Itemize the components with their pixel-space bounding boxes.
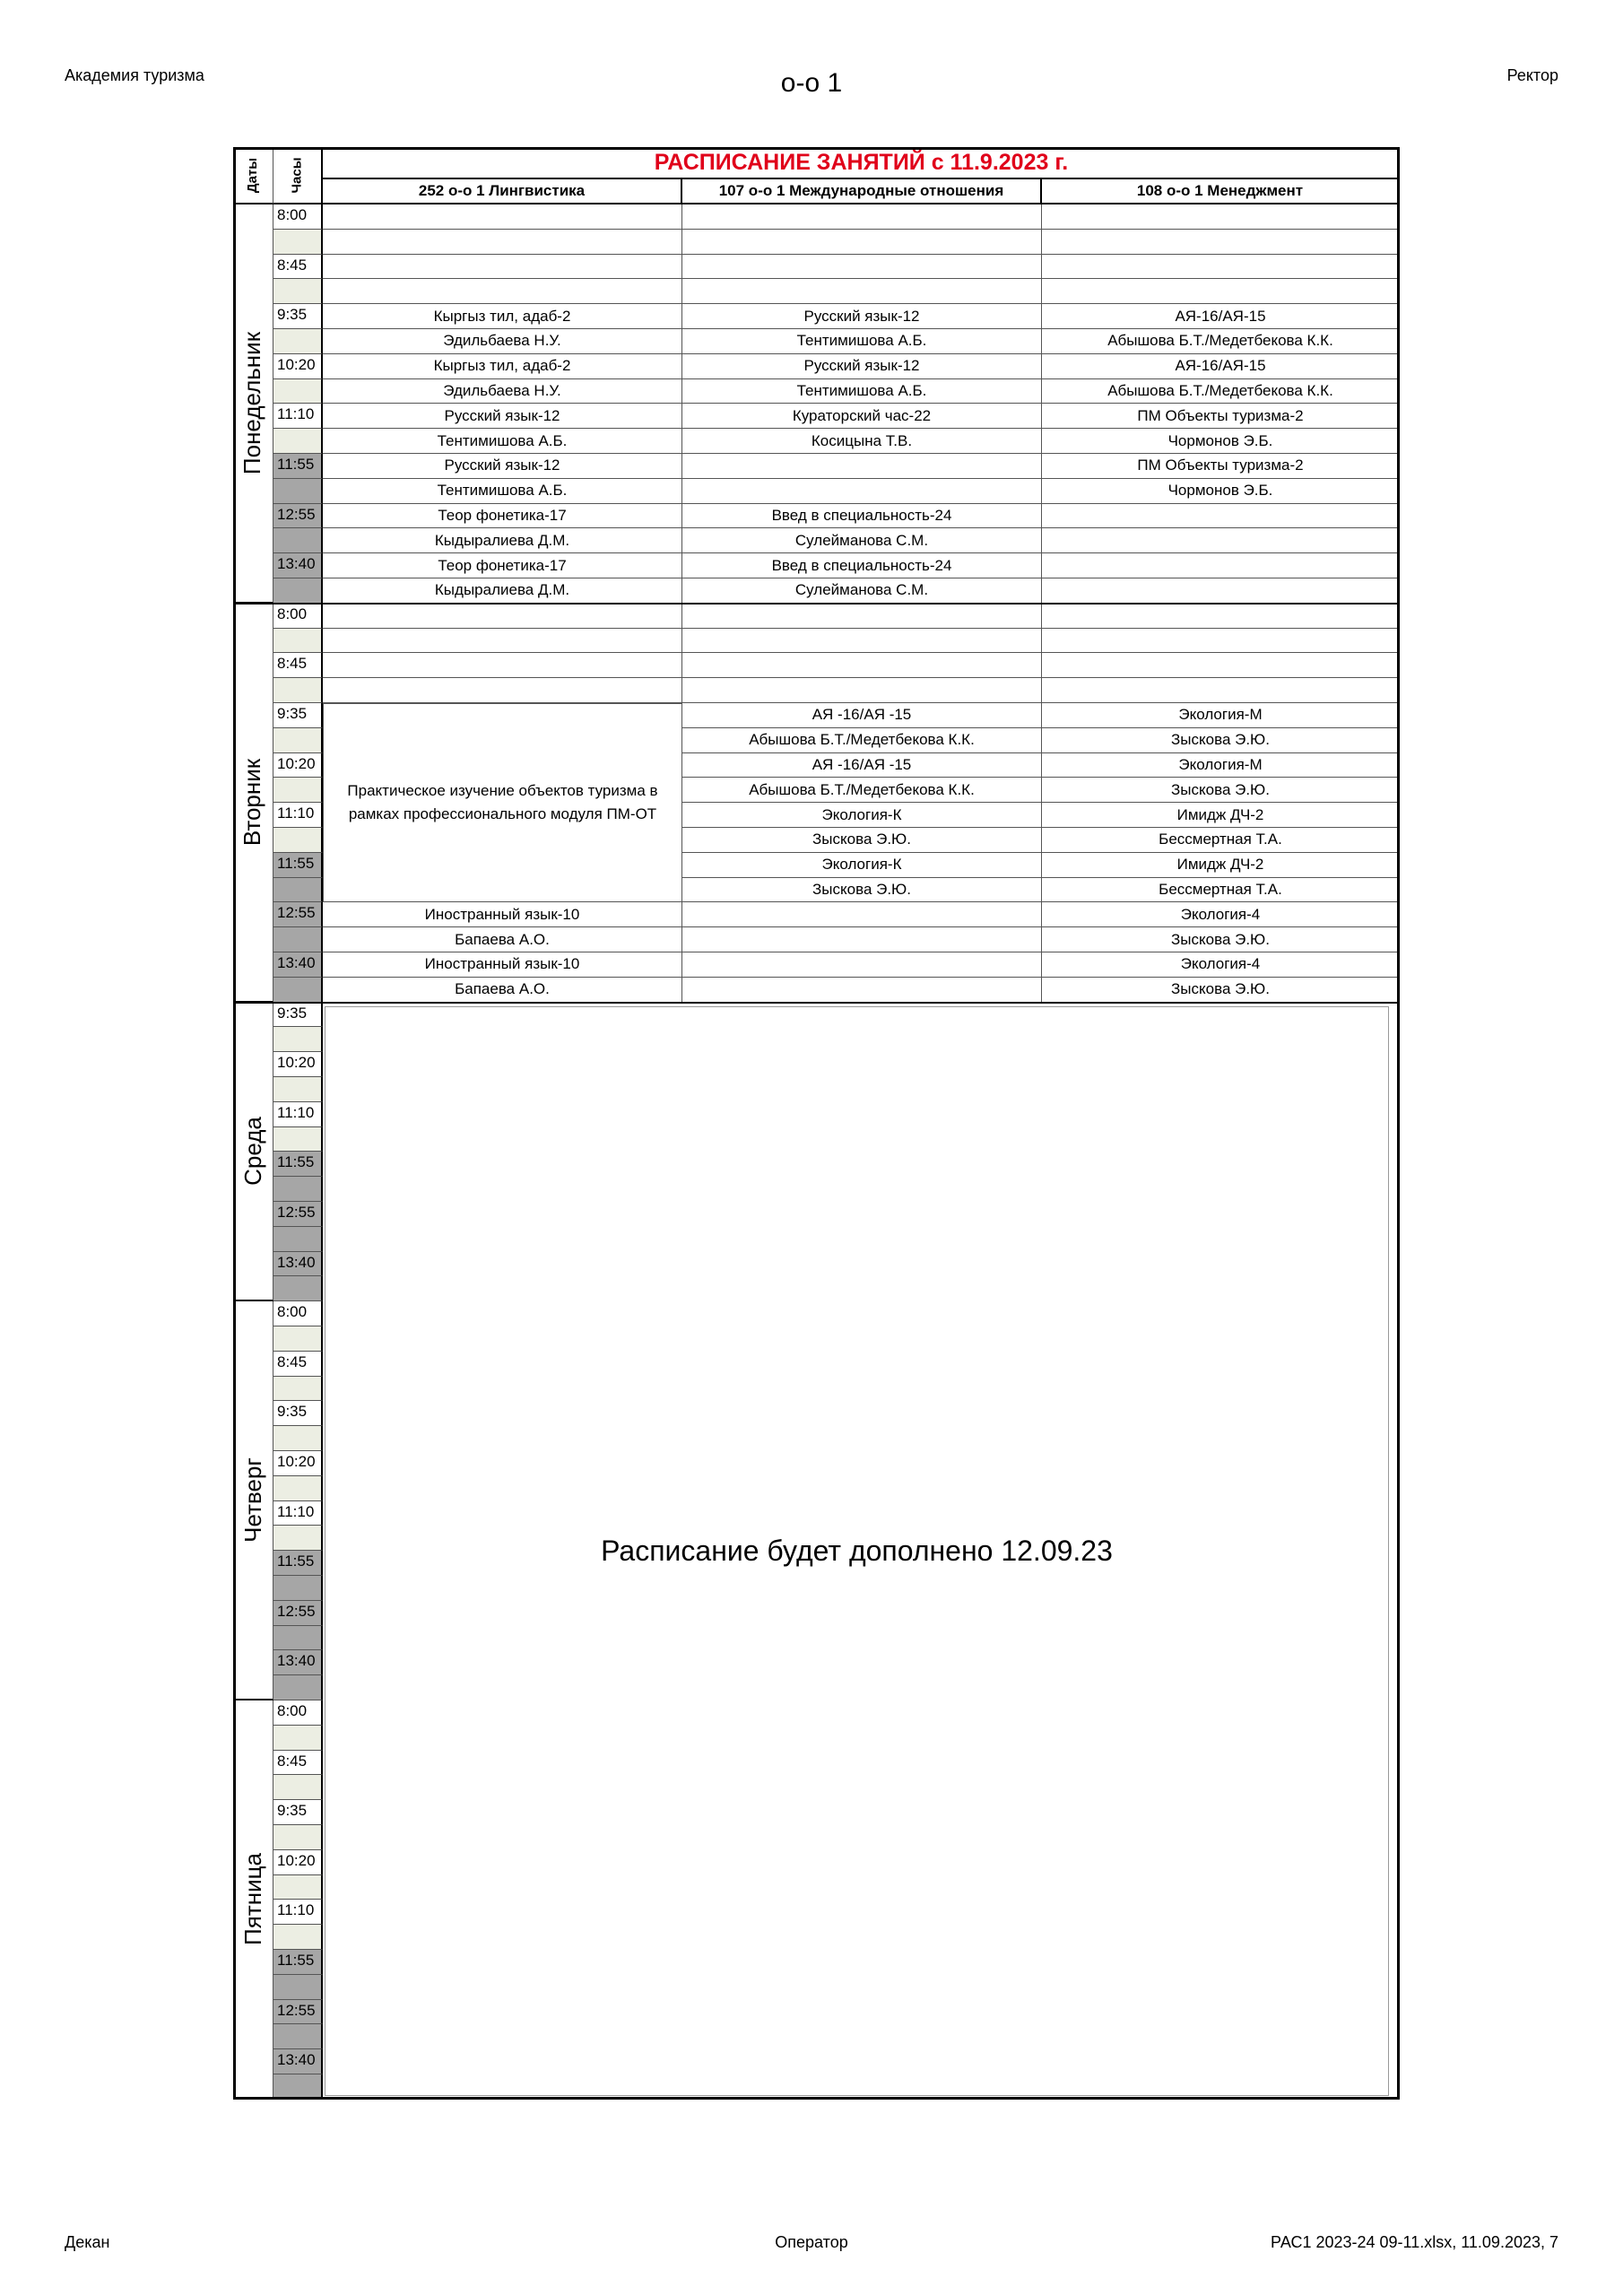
schedule-title: РАСПИСАНИЕ ЗАНЯТИЙ с 11.9.2023 г. xyxy=(323,147,1400,179)
time-slot: 11:10 xyxy=(273,1900,323,1925)
time-slot: 13:40 xyxy=(273,1650,323,1675)
class-teacher xyxy=(1042,678,1400,703)
time-slot-spacer xyxy=(273,978,323,1003)
time-slot: 8:00 xyxy=(273,1700,323,1726)
class-subject: Экология-К xyxy=(682,803,1042,828)
time-slot-spacer xyxy=(273,1476,323,1501)
class-subject xyxy=(682,604,1042,629)
class-teacher: Зыскова Э.Ю. xyxy=(1042,728,1400,753)
day-name: Понедельник xyxy=(239,331,266,474)
class-teacher: Абышова Б.Т./Медетбекова К.К. xyxy=(682,778,1042,803)
class-subject xyxy=(682,653,1042,678)
time-slot-spacer xyxy=(273,878,323,903)
class-teacher xyxy=(682,479,1042,504)
time-slot-spacer xyxy=(273,1377,323,1402)
class-subject: Кыргыз тил, адаб-2 xyxy=(323,304,682,329)
time-slot: 11:10 xyxy=(273,803,323,828)
time-slot: 11:55 xyxy=(273,1950,323,1975)
hours-header xyxy=(273,147,323,204)
time-slot: 11:55 xyxy=(273,454,323,479)
class-teacher: Абышова Б.Т./Медетбекова К.К. xyxy=(1042,329,1400,354)
class-teacher xyxy=(1042,528,1400,553)
column-header-2: 107 о-о 1 Международные отношения xyxy=(682,179,1042,204)
time-slot: 13:40 xyxy=(273,1252,323,1277)
class-teacher: Бессмертная Т.А. xyxy=(1042,828,1400,853)
time-slot: 10:20 xyxy=(273,354,323,379)
time-slot: 8:45 xyxy=(273,255,323,280)
class-teacher xyxy=(323,629,682,654)
class-subject: Теор фонетика-17 xyxy=(323,504,682,529)
time-slot: 11:55 xyxy=(273,1551,323,1576)
class-teacher: Кыдыралиева Д.М. xyxy=(323,578,682,604)
class-teacher: Зыскова Э.Ю. xyxy=(1042,778,1400,803)
time-slot-spacer xyxy=(273,2024,323,2049)
day-label-cell xyxy=(233,1700,273,2100)
footer-dean: Декан xyxy=(65,2233,110,2251)
class-teacher: Кыдыралиева Д.М. xyxy=(323,528,682,553)
header-institution: Академия туризма xyxy=(65,66,204,84)
time-slot: 10:20 xyxy=(273,753,323,778)
class-subject xyxy=(323,604,682,629)
time-slot-spacer xyxy=(273,1675,323,1700)
time-slot: 10:20 xyxy=(273,1451,323,1476)
time-slot: 11:10 xyxy=(273,404,323,429)
practical-study-block: Практическое изучение объектов туризма в рамках профессионального модуля ПМ-ОТ xyxy=(323,703,682,902)
class-subject xyxy=(682,454,1042,479)
class-subject: Имидж ДЧ-2 xyxy=(1042,803,1400,828)
time-slot-spacer xyxy=(273,1875,323,1900)
class-subject: АЯ -16/АЯ -15 xyxy=(682,753,1042,778)
class-teacher xyxy=(1042,578,1400,604)
class-teacher xyxy=(323,230,682,255)
class-subject: Русский язык-12 xyxy=(682,304,1042,329)
class-teacher xyxy=(1042,279,1400,304)
footer-operator: Оператор xyxy=(775,2233,848,2251)
class-subject: ПМ Объекты туризма-2 xyxy=(1042,454,1400,479)
time-slot: 13:40 xyxy=(273,553,323,578)
class-teacher: Тентимишова А.Б. xyxy=(323,429,682,454)
time-slot-spacer xyxy=(273,1077,323,1102)
class-teacher xyxy=(1042,230,1400,255)
class-teacher xyxy=(682,678,1042,703)
time-slot-spacer xyxy=(273,1027,323,1052)
class-teacher xyxy=(682,629,1042,654)
class-subject xyxy=(682,204,1042,230)
class-teacher: Зыскова Э.Ю. xyxy=(1042,927,1400,952)
time-slot-spacer xyxy=(273,230,323,255)
class-subject: Кыргыз тил, адаб-2 xyxy=(323,354,682,379)
time-slot: 12:55 xyxy=(273,504,323,529)
time-slot: 9:35 xyxy=(273,703,323,728)
class-subject: Экология-М xyxy=(1042,703,1400,728)
time-slot: 12:55 xyxy=(273,1601,323,1626)
class-teacher: Чормонов Э.Б. xyxy=(1042,479,1400,504)
class-subject xyxy=(323,653,682,678)
day-label-cell xyxy=(233,604,273,1003)
day-divider xyxy=(233,1002,1400,1004)
time-slot-spacer xyxy=(273,429,323,454)
time-slot: 8:00 xyxy=(273,204,323,230)
column-header-1: 252 о-о 1 Лингвистика xyxy=(323,179,682,204)
time-slot-spacer xyxy=(273,728,323,753)
class-teacher: Абышова Б.Т./Медетбекова К.К. xyxy=(682,728,1042,753)
class-subject xyxy=(1042,553,1400,578)
class-teacher: Тентимишова А.Б. xyxy=(682,329,1042,354)
day-label-cell xyxy=(233,204,273,604)
class-subject: Экология-М xyxy=(1042,753,1400,778)
class-teacher: Чормонов Э.Б. xyxy=(1042,429,1400,454)
day-name: Четверг xyxy=(239,1457,266,1543)
time-slot-spacer xyxy=(273,279,323,304)
class-subject xyxy=(1042,255,1400,280)
day-name: Среда xyxy=(239,1117,266,1186)
time-slot: 10:20 xyxy=(273,1052,323,1077)
day-divider xyxy=(233,603,1400,604)
class-subject xyxy=(323,204,682,230)
class-subject: Экология-4 xyxy=(1042,952,1400,978)
dates-header xyxy=(233,147,273,204)
footer-file-info: РАС1 2023-24 09-11.xlsx, 11.09.2023, 7 xyxy=(1271,2233,1558,2251)
class-teacher xyxy=(323,279,682,304)
time-slot-spacer xyxy=(273,528,323,553)
time-slot: 9:35 xyxy=(273,1800,323,1825)
time-slot-spacer xyxy=(273,927,323,952)
class-subject: ПМ Объекты туризма-2 xyxy=(1042,404,1400,429)
header-group: о-о 1 xyxy=(780,68,843,98)
class-teacher: Бапаева А.О. xyxy=(323,927,682,952)
class-subject: Введ в специальность-24 xyxy=(682,504,1042,529)
time-slot-spacer xyxy=(273,629,323,654)
class-subject xyxy=(1042,504,1400,529)
time-slot: 11:10 xyxy=(273,1102,323,1127)
class-teacher xyxy=(1042,629,1400,654)
time-slot-spacer xyxy=(273,479,323,504)
class-teacher: Абышова Б.Т./Медетбекова К.К. xyxy=(1042,379,1400,404)
time-slot-spacer xyxy=(273,1925,323,1950)
time-slot: 8:45 xyxy=(273,1751,323,1776)
column-header-3: 108 о-о 1 Менеджмент xyxy=(1042,179,1400,204)
class-subject: Кураторский час-22 xyxy=(682,404,1042,429)
time-slot-spacer xyxy=(273,778,323,803)
time-slot: 8:00 xyxy=(273,1301,323,1326)
time-slot-spacer xyxy=(273,2074,323,2100)
class-teacher: Эдильбаева Н.У. xyxy=(323,379,682,404)
time-slot-spacer xyxy=(273,678,323,703)
class-teacher xyxy=(682,230,1042,255)
class-subject: АЯ -16/АЯ -15 xyxy=(682,703,1042,728)
day-name: Вторник xyxy=(239,758,266,846)
time-slot-spacer xyxy=(273,1526,323,1551)
schedule-note: Расписание будет дополнено 12.09.23 xyxy=(325,1006,1389,2096)
class-subject: Теор фонетика-17 xyxy=(323,553,682,578)
class-teacher xyxy=(682,279,1042,304)
header-rector: Ректор xyxy=(1506,66,1558,84)
time-slot-spacer xyxy=(273,1127,323,1152)
hours-label: Часы xyxy=(289,156,305,194)
time-slot-spacer xyxy=(273,1726,323,1751)
class-teacher xyxy=(682,927,1042,952)
time-slot-spacer xyxy=(273,828,323,853)
class-teacher: Зыскова Э.Ю. xyxy=(682,878,1042,903)
class-teacher: Тентимишова А.Б. xyxy=(323,479,682,504)
class-teacher: Зыскова Э.Ю. xyxy=(682,828,1042,853)
class-subject: Введ в специальность-24 xyxy=(682,553,1042,578)
class-teacher xyxy=(323,678,682,703)
class-subject xyxy=(1042,604,1400,629)
time-slot-spacer xyxy=(273,1326,323,1352)
class-subject: Иностранный язык-10 xyxy=(323,952,682,978)
class-subject xyxy=(682,902,1042,927)
class-teacher: Сулейманова С.М. xyxy=(682,528,1042,553)
time-slot: 8:00 xyxy=(273,604,323,629)
dates-label: Даты xyxy=(245,157,261,193)
time-slot-spacer xyxy=(273,1576,323,1601)
class-subject: Экология-4 xyxy=(1042,902,1400,927)
day-label-cell xyxy=(233,1003,273,1302)
time-slot: 11:10 xyxy=(273,1501,323,1526)
class-subject xyxy=(682,255,1042,280)
time-slot: 13:40 xyxy=(273,2049,323,2074)
class-teacher: Бапаева А.О. xyxy=(323,978,682,1003)
time-slot-spacer xyxy=(273,1626,323,1651)
class-teacher: Эдильбаева Н.У. xyxy=(323,329,682,354)
time-slot: 12:55 xyxy=(273,2000,323,2025)
time-slot: 12:55 xyxy=(273,1202,323,1227)
time-slot-spacer xyxy=(273,379,323,404)
time-slot: 10:20 xyxy=(273,1850,323,1875)
time-slot-spacer xyxy=(273,1825,323,1850)
class-subject: Русский язык-12 xyxy=(682,354,1042,379)
class-teacher xyxy=(682,978,1042,1003)
time-slot: 9:35 xyxy=(273,1401,323,1426)
class-subject: Экология-К xyxy=(682,853,1042,878)
class-subject: АЯ-16/АЯ-15 xyxy=(1042,304,1400,329)
class-subject: Русский язык-12 xyxy=(323,454,682,479)
class-subject: Имидж ДЧ-2 xyxy=(1042,853,1400,878)
time-slot: 12:55 xyxy=(273,902,323,927)
class-subject: АЯ-16/АЯ-15 xyxy=(1042,354,1400,379)
time-slot: 13:40 xyxy=(273,952,323,978)
time-slot-spacer xyxy=(273,1276,323,1301)
time-slot-spacer xyxy=(273,578,323,604)
time-slot-spacer xyxy=(273,1775,323,1800)
time-slot-spacer xyxy=(273,1177,323,1202)
time-slot-spacer xyxy=(273,1426,323,1451)
time-slot: 11:55 xyxy=(273,853,323,878)
class-teacher: Зыскова Э.Ю. xyxy=(1042,978,1400,1003)
schedule-table xyxy=(233,147,1400,2095)
day-name: Пятница xyxy=(239,1852,266,1945)
time-slot: 8:45 xyxy=(273,653,323,678)
class-teacher: Косицына Т.В. xyxy=(682,429,1042,454)
time-slot-spacer xyxy=(273,329,323,354)
time-slot: 9:35 xyxy=(273,304,323,329)
time-slot: 8:45 xyxy=(273,1352,323,1377)
class-subject: Русский язык-12 xyxy=(323,404,682,429)
time-slot: 9:35 xyxy=(273,1003,323,1028)
time-slot-spacer xyxy=(273,1227,323,1252)
class-subject xyxy=(1042,204,1400,230)
class-teacher: Бессмертная Т.А. xyxy=(1042,878,1400,903)
day-label-cell xyxy=(233,1301,273,1700)
class-subject xyxy=(1042,653,1400,678)
time-slot: 11:55 xyxy=(273,1152,323,1177)
class-teacher: Сулейманова С.М. xyxy=(682,578,1042,604)
class-subject xyxy=(682,952,1042,978)
class-subject xyxy=(323,255,682,280)
class-subject: Иностранный язык-10 xyxy=(323,902,682,927)
class-teacher: Тентимишова А.Б. xyxy=(682,379,1042,404)
time-slot-spacer xyxy=(273,1975,323,2000)
